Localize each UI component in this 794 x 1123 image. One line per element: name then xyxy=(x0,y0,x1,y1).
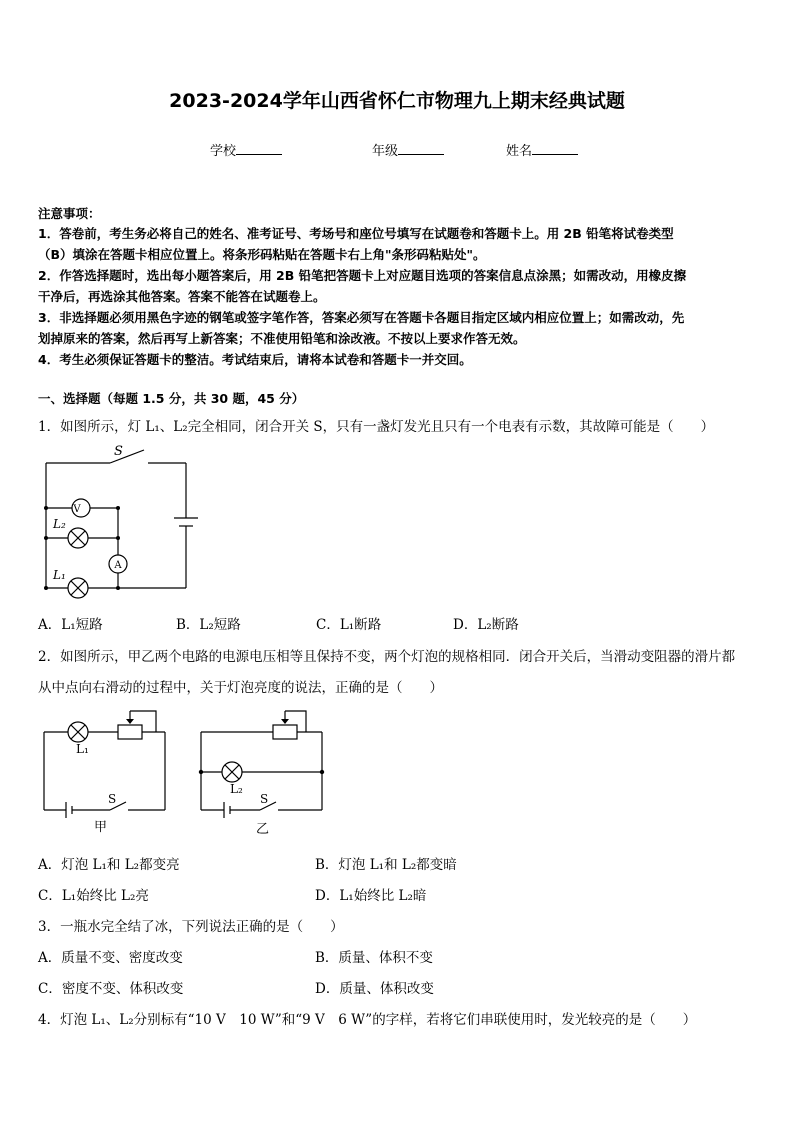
notice-line: 2．作答选择题时，选出每小题答案后，用 2B 铅笔把答题卡上对应题目选项的答案信息点涂黑；如需改动，用橡皮擦 xyxy=(38,268,687,283)
grade-field xyxy=(372,140,444,159)
school-field xyxy=(210,140,282,159)
grade-label: 年级 xyxy=(372,144,399,159)
notice-line: 4．考生必须保证答题卡的整洁。考试结束后，请将本试卷和答题卡一并交回。 xyxy=(38,352,472,367)
q1-circuit-diagram xyxy=(38,440,198,605)
notice-line: 3．非选择题必须用黑色字迹的钢笔或签字笔作答，答案必须写在答题卡各题目指定区域内相应位置上；如需改动，先 xyxy=(38,310,685,325)
q1-option-c[interactable]: C．L₁断路 xyxy=(316,617,382,633)
name-blank xyxy=(532,142,578,155)
q3-option-b[interactable]: B．质量、体积不变 xyxy=(315,950,433,966)
q2-stem-line2: 从中点向右滑动的过程中，关于灯泡亮度的说法，正确的是（ ） xyxy=(38,680,443,696)
q3-stem: 3．一瓶水完全结了冰，下列说法正确的是（ ） xyxy=(38,919,344,935)
ammeter-icon: A xyxy=(114,560,122,571)
q2-circuit-diagrams xyxy=(38,700,338,840)
q2-lamp2-label: L₂ xyxy=(230,782,243,796)
q1-lamp1-label: L₁ xyxy=(53,568,66,582)
notice-line: 干净后，再选涂其他答案。答案不能答在试题卷上。 xyxy=(38,289,326,304)
q1-option-b[interactable]: B．L₂短路 xyxy=(176,617,241,633)
q3-option-c[interactable]: C．密度不变、体积改变 xyxy=(38,981,184,997)
q2-option-c[interactable]: C．L₁始终比 L₂亮 xyxy=(38,888,149,904)
q2-circuit-b-label: 乙 xyxy=(256,822,270,837)
q1-option-d[interactable]: D．L₂断路 xyxy=(453,617,519,633)
q3-option-d[interactable]: D．质量、体积改变 xyxy=(315,981,434,997)
q4-stem: 4．灯泡 L₁、L₂分别标有“10 V 10 W”和“9 V 6 W”的字样，若将它们串联使用时，发光较亮的是（ ） xyxy=(38,1012,697,1028)
school-blank xyxy=(236,142,282,155)
q2-switch-label-b: S xyxy=(260,792,269,806)
voltmeter-icon: V xyxy=(73,504,81,515)
q2-option-b[interactable]: B．灯泡 L₁和 L₂都变暗 xyxy=(315,857,457,873)
notice-line: （B）填涂在答题卡相应位置上。将条形码粘贴在答题卡右上角"条形码粘贴处"。 xyxy=(38,247,486,262)
name-field xyxy=(506,140,578,159)
q3-option-a[interactable]: A．质量不变、密度改变 xyxy=(38,950,183,966)
school-label: 学校 xyxy=(210,144,237,159)
q1-option-a[interactable]: A．L₁短路 xyxy=(38,617,103,633)
name-label: 姓名 xyxy=(506,144,533,159)
q2-option-a[interactable]: A．灯泡 L₁和 L₂都变亮 xyxy=(38,857,180,873)
q2-option-d[interactable]: D．L₁始终比 L₂暗 xyxy=(315,888,427,904)
notice-line: 划掉原来的答案，然后再写上新答案；不准使用铅笔和涂改液。不按以上要求作答无效。 xyxy=(38,331,526,346)
notice-line: 1．答卷前，考生务必将自己的姓名、准考证号、考场号和座位号填写在试题卷和答题卡上。用 2B 铅笔将试卷类型 xyxy=(38,226,674,241)
q2-circuit-a-label: 甲 xyxy=(94,820,108,835)
q2-stem-line1: 2．如图所示，甲乙两个电路的电源电压相等且保持不变，两个灯泡的规格相同．闭合开关后，当滑动变阻器的滑片都 xyxy=(38,649,736,665)
page-title: 2023-2024学年山西省怀仁市物理九上期末经典试题 xyxy=(169,90,625,112)
section-heading: 一、选择题（每题 1.5 分，共 30 题，45 分） xyxy=(38,391,305,406)
q2-lamp1-label: L₁ xyxy=(76,742,89,756)
grade-blank xyxy=(398,142,444,155)
q1-lamp2-label: L₂ xyxy=(53,517,66,531)
notice-heading: 注意事项： xyxy=(38,206,101,221)
q1-stem: 1．如图所示，灯 L₁、L₂完全相同，闭合开关 S，只有一盏灯发光且只有一个电表有示数，其故障可能是（ ） xyxy=(38,419,715,435)
q1-switch-label: S xyxy=(114,444,123,459)
q2-switch-label-a: S xyxy=(108,792,117,806)
